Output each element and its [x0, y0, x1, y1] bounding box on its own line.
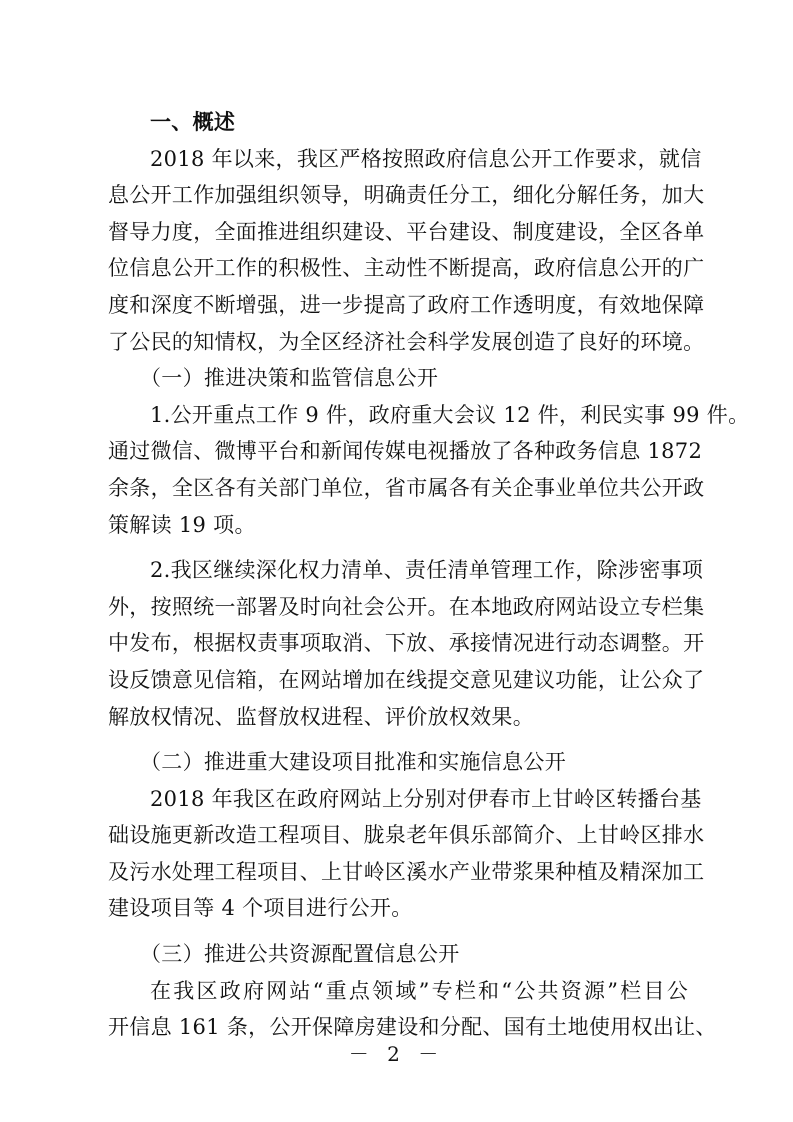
paragraph-line: 解放权情况、监督放权进程、评价放权效果。 [108, 704, 534, 729]
paragraph-line: 督导力度，全面推进组织建设、平台建设、制度建设，全区各单 [108, 219, 705, 244]
overview-paragraph [108, 141, 705, 361]
paragraph-line: 度和深度不断增强，进一步提高了政府工作透明度，有效地保障 [108, 292, 705, 317]
paragraph-line: 2018 年以来，我区严格按照政府信息公开工作要求，就信 [150, 146, 702, 171]
subsection-heading-1: （一）推进决策和监管信息公开 [140, 366, 439, 391]
paragraph-line: 建设项目等 4 个项目进行公开。 [108, 896, 413, 921]
subsection-heading-2: （二）推进重大建设项目批准和实施信息公开 [140, 750, 566, 775]
paragraph-line: 通过微信、微博平台和新闻传媒电视播放了各种政务信息 1872 [108, 439, 703, 464]
paragraph-line: 开信息 161 条，公开保障房建设和分配、国有土地使用权出让、 [108, 1015, 717, 1040]
paragraph-line: 了公民的知情权，为全区经济社会科学发展创造了良好的环境。 [108, 329, 705, 354]
paragraph-line: 在我区政府网站“重点领域”专栏和“公共资源”栏目公 [150, 978, 688, 1003]
paragraph-line: 及污水处理工程项目、上甘岭区溪水产业带浆果种植及精深加工 [108, 859, 705, 884]
paragraph-line: 外，按照统一部署及时向社会公开。在本地政府网站设立专栏集 [108, 594, 705, 619]
paragraph-line: 设反馈意见信箱，在网站增加在线提交意见建议功能，让公众了 [108, 667, 705, 692]
page-number: － 2 － [348, 1042, 445, 1066]
paragraph-line: 息公开工作加强组织领导，明确责任分工，细化分解任务，加大 [108, 183, 705, 208]
paragraph-line: 2018 年我区在政府网站上分别对伊春市上甘岭区转播台基 [150, 786, 702, 811]
subsection-heading-3: （三）推进公共资源配置信息公开 [140, 942, 460, 967]
sub1-item2-paragraph [108, 552, 705, 735]
sub3-paragraph [108, 973, 717, 1046]
paragraph-line: 础设施更新改造工程项目、胧泉老年俱乐部简介、上甘岭区排水 [108, 823, 705, 848]
paragraph-line: 中发布，根据权责事项取消、下放、承接情况进行动态调整。开 [108, 631, 705, 656]
sub2-paragraph [108, 781, 705, 927]
paragraph-line: 2.我区继续深化权力清单、责任清单管理工作，除涉密事项 [150, 558, 704, 583]
document-body [108, 104, 750, 1046]
paragraph-line: 策解读 19 项。 [108, 512, 256, 537]
section-heading: 一、概述 [150, 110, 236, 134]
paragraph-line: 1.公开重点工作 9 件，政府重大会议 12 件，利民实事 99 件。 [150, 402, 750, 427]
paragraph-line: 余条，全区各有关部门单位，省市属各有关企事业单位共公开政 [108, 475, 705, 500]
paragraph-line: 位信息公开工作的积极性、主动性不断提高，政府信息公开的广 [108, 256, 705, 281]
sub1-item1-paragraph [108, 397, 750, 543]
